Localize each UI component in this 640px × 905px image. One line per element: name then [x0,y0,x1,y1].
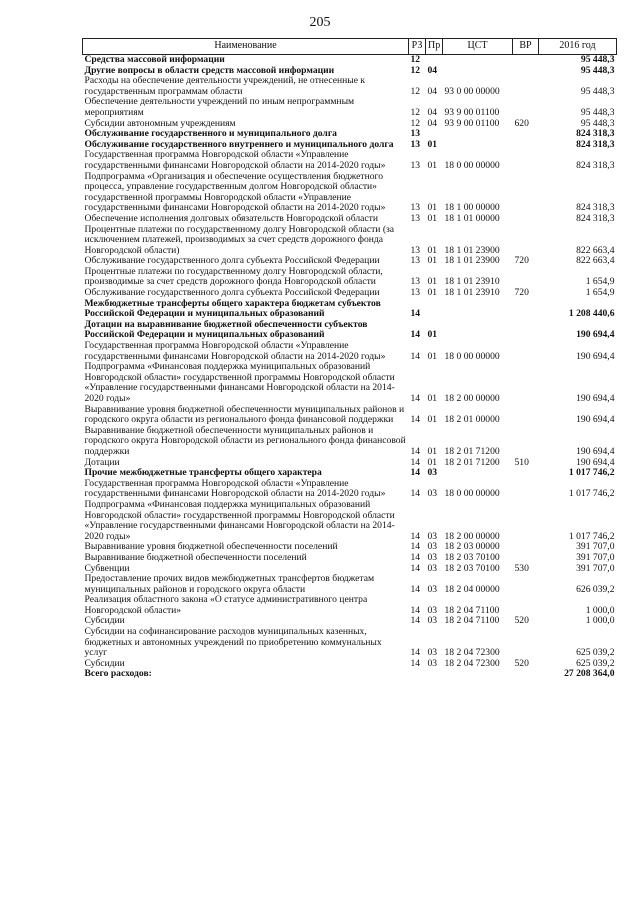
row-vr [513,299,539,320]
row-pr [426,55,443,66]
row-rz: 13 [410,128,421,140]
row-cst: 18 0 00 00000 [444,488,500,500]
row-pr: 03 [427,583,438,595]
row-cst [443,140,513,151]
row-name: Субсидии [84,615,125,627]
row-name: Межбюджетные трансферты общего характера бюджетам субъектов Российской Федерации и муниципальных образований [84,297,381,320]
table-row [83,574,617,595]
row-rz: 14 [410,530,421,542]
row-amount: 824 318,3 [576,128,615,140]
row-pr: 03 [427,604,438,616]
row-name: Процентные платежи по государственному долгу Новгородской области, производимые за счет средств дорожного фонда Новгородской области [84,265,383,288]
table-row [83,97,617,118]
row-amount: 190 694,4 [576,329,615,341]
row-rz: 14 [410,308,421,320]
row-amount: 1 000,0 [585,615,615,627]
row-rz: 14 [410,615,421,627]
row-name: Государственная программа Новгородской области «Управление государственными финансами Новгородской области на 2014-2020 годы» [84,149,386,171]
table-row [83,341,617,362]
row-pr: 04 [427,106,438,118]
header-cst: ЦСТ [443,39,513,55]
row-pr: 04 [427,117,438,129]
row-amount: 391 707,0 [576,541,615,553]
table-row [83,627,617,659]
row-name: Предоставление прочих видов межбюджетных трансфертов бюджетам муниципальных районов и городского округа области [84,573,375,595]
row-rz: 14 [410,551,421,563]
row-vr [513,468,539,479]
row-pr: 03 [427,647,438,659]
table-row [83,669,617,680]
row-pr: 03 [427,530,438,542]
row-rz: 14 [410,647,421,659]
table-row [83,426,617,458]
row-vr [513,76,539,97]
row-cst: 18 2 04 00000 [444,583,500,595]
row-cst: 18 1 01 00000 [444,212,500,224]
row-pr: 03 [427,488,438,500]
row-pr: 03 [427,657,438,669]
row-cst: 18 1 01 23910 [444,276,500,288]
row-vr [513,500,539,542]
row-vr [513,267,539,288]
row-amount: 822 663,4 [576,255,615,267]
row-rz: 13 [410,255,421,267]
row-name: Расходы на обеспечение деятельности учреждений, не отнесенные к государственным программам области [84,75,366,97]
row-rz: 14 [410,467,421,479]
row-vr [513,320,539,341]
row-cst: 18 1 01 23900 [444,255,500,267]
row-name: Субвенции [84,562,130,574]
row-name: Субсидии автономным учреждениям [84,117,236,129]
row-cst: 18 2 01 71200 [444,445,500,457]
row-rz: 14 [410,393,421,404]
row-cst: 18 2 04 72300 [444,657,500,669]
row-name: Дотации [84,456,120,468]
row-pr: 01 [427,445,438,457]
row-pr: 01 [427,456,438,468]
row-vr [513,66,539,77]
row-rz: 12 [410,64,421,76]
table-row [83,595,617,616]
row-rz: 13 [410,138,421,150]
row-cst: 18 0 00 00000 [444,350,500,362]
row-rz: 14 [410,604,421,616]
row-amount: 95 448,3 [580,117,615,129]
row-amount: 190 694,4 [576,350,615,362]
row-vr [513,97,539,118]
table-row [83,172,617,214]
row-name: Обслуживание государственного внутреннего и муниципального долга [84,138,394,150]
row-rz: 13 [410,212,421,224]
row-pr [426,669,443,680]
row-name: Обслуживание государственного долга субъекта Российской Федерации [84,287,380,299]
row-cst: 18 2 00 00000 [444,393,500,404]
row-rz: 14 [410,350,421,362]
row-rz: 14 [410,562,421,574]
row-name: Субсидии на софинансирование расходов муниципальных казенных, бюджетных и автономных учреждений по приобретению коммунальных услуг [84,626,382,659]
row-cst: 93 9 00 01100 [444,117,500,129]
row-amount: 824 318,3 [576,159,615,171]
row-amount: 95 448,3 [580,54,615,65]
row-name: Выравнивание уровня бюджетной обеспеченности муниципальных районов и городского округа области из регионального фонда финансовой поддержки [84,403,405,426]
row-amount: 1 208 440,6 [568,308,615,320]
row-amount: 824 318,3 [576,212,615,224]
row-name: Обеспечение исполнения долговых обязательств Новгородской области [84,212,378,224]
row-name: Выравнивание бюджетной обеспеченности поселений [84,551,307,563]
row-cst: 18 2 01 71200 [444,456,500,468]
row-amount: 190 694,4 [576,445,615,457]
row-vr: 510 [514,456,529,468]
row-cst: 18 2 04 71100 [444,615,500,627]
row-amount: 190 694,4 [576,393,615,404]
row-rz: 12 [410,54,421,65]
row-cst [443,468,513,479]
table-row [83,553,617,564]
table-body [83,55,617,681]
row-amount: 1 017 746,2 [568,530,615,542]
row-cst: 93 0 00 00000 [444,85,500,97]
row-pr: 03 [427,562,438,574]
table-row [83,299,617,320]
row-cst [443,129,513,140]
row-pr: 01 [427,138,438,150]
row-rz: 12 [410,117,421,129]
row-rz: 14 [410,414,421,426]
row-cst: 18 2 04 72300 [444,647,500,659]
row-amount: 625 039,2 [576,657,615,669]
row-cst: 18 2 03 00000 [444,541,500,553]
row-pr: 01 [427,414,438,426]
row-name: Обеспечение деятельности учреждений по иным непрограммным мероприятиям [84,96,355,118]
row-pr: 03 [427,541,438,553]
row-vr: 520 [514,615,529,627]
table-row [83,405,617,426]
row-pr: 01 [427,393,438,404]
row-rz: 13 [410,159,421,171]
row-cst: 18 2 04 71100 [444,604,500,616]
header-pr: Пр [426,39,443,55]
row-amount: 1 000,0 [585,604,615,616]
row-pr: 04 [427,85,438,97]
table-header-row [83,39,617,55]
row-name: Процентные платежи по государственному долгу Новгородской области (за исключением платежей, производимых за счет средств дорожного фонда Новгородской области) [84,223,395,256]
table-row [83,267,617,288]
row-rz: 13 [410,287,421,299]
row-vr [513,341,539,362]
row-rz: 12 [410,85,421,97]
row-cst: 18 1 01 23900 [444,244,500,256]
row-vr [513,542,539,553]
header-rz: РЗ [409,39,426,55]
row-amount: 1 654,9 [585,287,615,299]
row-amount: 822 663,4 [576,244,615,256]
row-rz: 14 [410,583,421,595]
row-vr [513,362,539,404]
row-amount: 824 318,3 [576,202,615,214]
row-cst: 18 2 03 70100 [444,562,500,574]
row-vr [513,553,539,564]
row-cst: 18 1 01 23910 [444,287,500,299]
row-amount: 1 017 746,2 [568,488,615,500]
row-cst: 18 1 00 00000 [444,202,500,214]
row-amount: 1 654,9 [585,276,615,288]
row-vr: 620 [514,117,529,129]
row-cst [443,299,513,320]
header-year: 2016 год [539,39,617,55]
row-vr: 520 [514,657,529,669]
row-pr: 01 [427,159,438,171]
row-name: Всего расходов: [84,668,152,680]
row-pr [426,299,443,320]
row-vr [513,150,539,171]
row-name: Выравнивание уровня бюджетной обеспеченности поселений [84,541,338,553]
row-cst: 93 9 00 01100 [444,106,500,118]
row-pr: 01 [427,276,438,288]
row-rz: 13 [410,202,421,214]
row-rz: 14 [410,445,421,457]
row-name: Средства массовой информации [84,54,225,65]
row-pr: 03 [427,615,438,627]
table-row [83,479,617,500]
row-vr [513,172,539,214]
row-name: Реализация областного закона «О статусе административного центра Новгородской области» [84,594,368,616]
row-amount: 190 694,4 [576,456,615,468]
row-amount: 625 039,2 [576,647,615,659]
row-vr [513,595,539,616]
row-name: Обслуживание государственного долга субъекта Российской Федерации [84,255,380,267]
row-amount: 391 707,0 [576,551,615,563]
table-row [83,150,617,171]
table-row [83,320,617,341]
row-rz: 14 [410,657,421,669]
row-vr [513,405,539,426]
row-vr [513,426,539,458]
table-row [83,76,617,97]
row-name: Государственная программа Новгородской области «Управление государственными финансами Новгородской области на 2014-2020 годы» [84,340,386,362]
row-vr [513,479,539,500]
row-amount: 27 208 364,0 [564,668,615,680]
row-vr [513,225,539,257]
header-vr: ВР [513,39,539,55]
row-pr: 01 [427,350,438,362]
row-rz: 13 [410,244,421,256]
row-pr: 01 [427,244,438,256]
row-rz: 14 [410,456,421,468]
row-rz: 14 [410,329,421,341]
row-name: Другие вопросы в области средств массовой информации [84,64,335,76]
row-cst: 18 2 01 00000 [444,414,500,426]
row-pr: 01 [427,212,438,224]
table-row [83,225,617,257]
row-name: Подпрограмма «Организация и обеспечение осуществления бюджетного процесса, управление государственным долгом Новгородской области» государственной программы Новгородской области «Управление государственными финансами Новгородской области на 2014-2020 годы» [84,170,386,214]
table-row [83,55,617,66]
row-amount: 1 017 746,2 [568,467,615,479]
row-cst [443,669,513,680]
row-vr: 720 [514,255,529,267]
table-row [83,214,617,225]
row-vr [513,627,539,659]
row-pr: 03 [427,467,438,479]
row-name: Прочие межбюджетные трансферты общего характера [84,467,322,479]
header-name: Наименование [83,39,409,55]
row-cst: 18 0 00 00000 [444,159,500,171]
row-cst: 18 2 00 00000 [444,530,500,542]
row-pr: 01 [427,329,438,341]
row-amount: 95 448,3 [580,64,615,76]
row-vr: 720 [514,287,529,299]
row-cst [443,320,513,341]
table-row [83,362,617,404]
row-rz: 14 [410,488,421,500]
row-pr: 01 [427,202,438,214]
row-cst: 18 2 03 70100 [444,551,500,563]
row-amount: 190 694,4 [576,414,615,426]
row-rz: 14 [410,541,421,553]
row-amount: 391 707,0 [576,562,615,574]
row-name: Подпрограмма «Финансовая поддержка муниципальных образований Новгородской области» государственной программы Новгородской области «Управление государственными финансами Новгородской области на 2014-2020 годы» [84,498,395,542]
row-name: Обслуживание государственного и муниципального долга [84,128,337,140]
row-rz [409,669,426,680]
row-vr [513,129,539,140]
row-rz: 12 [410,106,421,118]
row-pr: 04 [427,64,438,76]
row-vr: 530 [514,562,529,574]
row-vr [513,574,539,595]
row-vr [513,140,539,151]
row-amount: 95 448,3 [580,106,615,118]
row-pr: 01 [427,255,438,267]
row-pr: 01 [427,287,438,299]
row-pr: 03 [427,551,438,563]
row-rz: 13 [410,276,421,288]
row-vr [513,669,539,680]
row-cst [443,55,513,66]
row-vr [513,55,539,66]
row-name: Дотации на выравнивание бюджетной обеспеченности субъектов Российской Федерации и муниципальных образований [84,318,368,341]
row-name: Государственная программа Новгородской области «Управление государственными финансами Новгородской области на 2014-2020 годы» [84,477,386,500]
page-number: 205 [309,15,331,30]
budget-table [82,38,617,680]
table-row [83,659,617,670]
row-amount: 626 039,2 [576,583,615,595]
row-name: Выравнивание бюджетной обеспеченности муниципальных районов и городского округа Новгородской области из регионального фонда финансовой поддержки [84,424,406,457]
row-vr [513,214,539,225]
row-name: Подпрограмма «Финансовая поддержка муниципальных образований Новгородской области» государственной программы Новгородской области «Управление государственными финансами Новгородской области на 2014-2020 годы» [84,361,395,404]
row-amount: 824 318,3 [576,138,615,150]
row-cst [443,66,513,77]
row-amount: 95 448,3 [580,85,615,97]
table-row [83,500,617,542]
row-name: Субсидии [84,657,125,669]
